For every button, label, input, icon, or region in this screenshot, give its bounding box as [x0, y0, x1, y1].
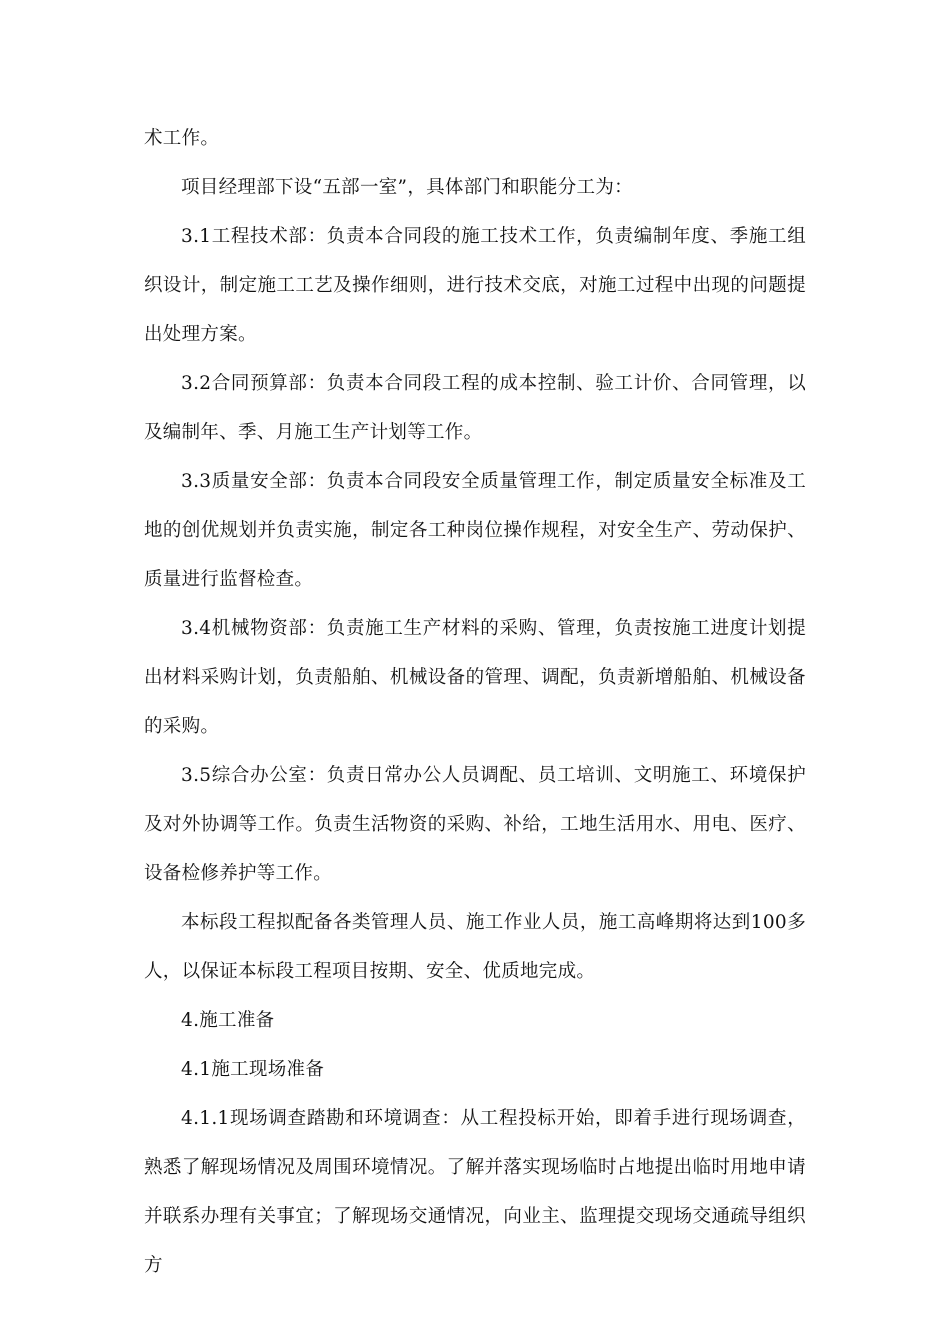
- heading-construction-preparation: 4.施工准备: [181, 1010, 275, 1031]
- paragraph-general-office: 3.5综合办公室：负责日常办公人员调配、员工培训、文明施工、环境保护及对外协调等工作。负责生活物资的采购、补给，工地生活用水、用电、医疗、设备检修养护等工作。: [144, 765, 806, 884]
- paragraph-contract-budget-dept: 3.2合同预算部：负责本合同段工程的成本控制、验工计价、合同管理，以及编制年、季、月施工生产计划等工作。: [144, 373, 806, 443]
- paragraph-machinery-materials-dept: 3.4机械物资部：负责施工生产材料的采购、管理，负责按施工进度计划提出材料采购计划，负责船舶、机械设备的管理、调配，负责新增船舶、机械设备的采购。: [144, 618, 806, 737]
- paragraph-continuation: 术工作。: [144, 128, 220, 149]
- paragraph-quality-safety-dept: 3.3质量安全部：负责本合同段安全质量管理工作，制定质量安全标准及工地的创优规划并负责实施，制定各工种岗位操作规程，对安全生产、劳动保护、质量进行监督检查。: [144, 471, 806, 590]
- paragraph-department-intro: 项目经理部下设“五部一室”，具体部门和职能分工为：: [181, 177, 633, 198]
- paragraph-site-survey: 4.1.1现场调查踏勘和环境调查：从工程投标开始，即着手进行现场调查，熟悉了解现场情况及周围环境情况。了解并落实现场临时占地提出临时用地申请并联系办理有关事宜；了解现场交通情况，向业主、监理提交现场交通疏导组织方: [144, 1108, 806, 1276]
- paragraph-staffing: 本标段工程拟配备各类管理人员、施工作业人员，施工高峰期将达到100多人，以保证本标段工程项目按期、安全、优质地完成。: [144, 912, 806, 982]
- paragraph-engineering-tech-dept: 3.1工程技术部：负责本合同段的施工技术工作，负责编制年度、季施工组织设计，制定施工工艺及操作细则，进行技术交底，对施工过程中出现的问题提出处理方案。: [144, 226, 806, 345]
- heading-site-preparation: 4.1施工现场准备: [181, 1059, 325, 1080]
